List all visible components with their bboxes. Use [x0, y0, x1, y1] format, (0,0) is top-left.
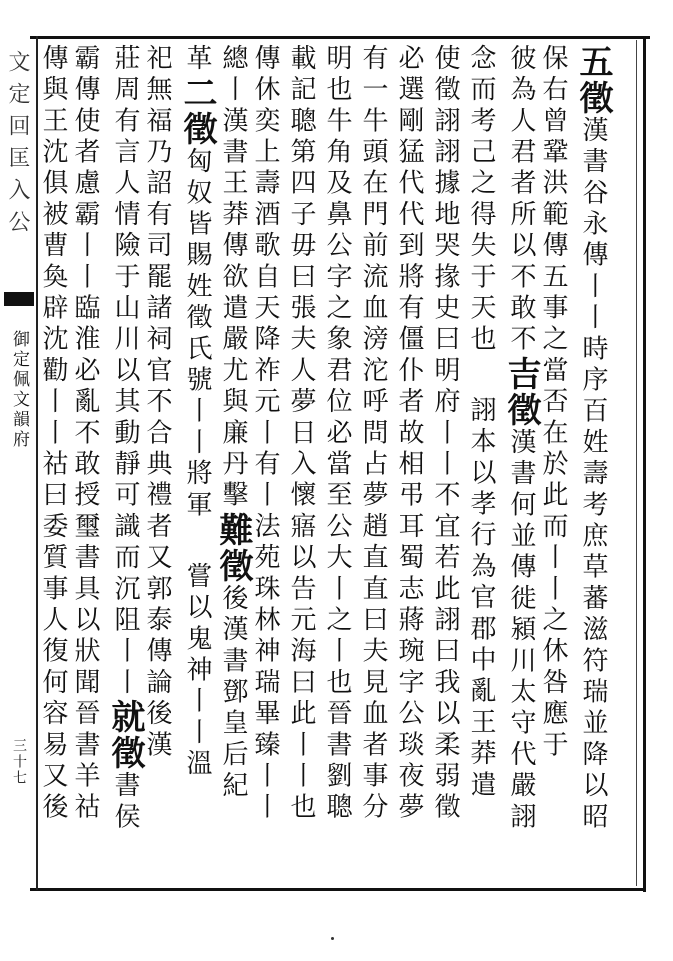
- text-column-9: [288, 44, 314, 824]
- column-text: 莊周有言人情險于山川以其動靜可識而沉阻丨丨: [110, 44, 140, 700]
- column-text: 漢書谷永傳丨丨時序百姓壽考庶草蕃滋符瑞並降以昭: [578, 116, 608, 834]
- column-text: 必選剛猛代代到將有僵仆者故相弔耳蜀志蔣琬字公琰夜夢: [394, 44, 424, 824]
- column-text: 後漢書鄧皇后紀: [218, 584, 248, 803]
- frame-top-border: [30, 36, 650, 39]
- text-column-7: [360, 44, 386, 824]
- column-text: 漢書何並傳徙潁川太守代嚴詡: [506, 428, 536, 834]
- text-column-6: [396, 44, 422, 824]
- text-column-5: [432, 44, 458, 824]
- margin-title: 文定回匡入公: [5, 50, 30, 242]
- column-text: 明也牛角及鼻公字之象君位必當至公大丨之丨也晉書劉聰: [322, 44, 352, 824]
- text-column-12: [177, 44, 217, 781]
- entry-heading: 五徵: [573, 44, 613, 116]
- margin-page-number: 三十七: [11, 738, 27, 786]
- column-text: 書侯: [110, 771, 140, 834]
- text-column-11: [213, 44, 253, 803]
- column-text: 彼為人君者所以不敢不: [506, 44, 536, 356]
- column-text: 使徵詡詡據地哭掾史曰明府丨丨不宜若此詡曰我以柔弱徵: [430, 44, 460, 824]
- column-text: 載記聰第四子毋曰張夫人夢日入懷寤以告元海曰此丨丨也: [286, 44, 316, 824]
- frame-bottom-border: [30, 888, 646, 891]
- text-column-2: [540, 44, 566, 762]
- entry-heading: 就徵: [105, 699, 145, 772]
- column-text: 有一牛頭在門前流血滂沱呼問占夢趙直直曰夫見血者事分: [358, 44, 388, 824]
- text-column-1: [573, 44, 613, 834]
- ink-speck: [331, 937, 334, 940]
- column-text: 革: [182, 44, 212, 76]
- text-column-10: [252, 44, 278, 824]
- text-column-14: [105, 44, 145, 834]
- column-text: 祀無福乃詔有司罷諸祠官不合典禮者又郭泰傳論: [142, 44, 172, 700]
- column-text: 詡本以孝行為官郡中亂王莽遣: [466, 396, 496, 802]
- column-text: 傳休奕上壽酒歌自天降祚元丨有丨法苑珠林神瑞畢臻丨丨: [250, 44, 280, 824]
- frame-inner-border: [636, 40, 637, 886]
- column-text: 保右曾鞏洪範傳五事之當否在於此而丨丨之休咎應于: [538, 44, 568, 762]
- column-text: 嘗以鬼神丨丨溫: [182, 561, 212, 781]
- text-column-15: [72, 44, 98, 824]
- entry-heading: 吉徵: [501, 356, 541, 428]
- margin-fishtail-mark: [4, 292, 34, 306]
- column-text: 念而考己之得失于天也: [466, 44, 496, 356]
- text-column-16: [40, 44, 66, 824]
- text-column-3: [501, 44, 541, 834]
- column-text: 霸傳使者慮霸丨丨臨淮必亂不敢授璽書具以狀聞晉書羊祜: [70, 44, 100, 824]
- column-text: 匈奴皆賜姓徵氏號丨丨將軍: [182, 147, 212, 522]
- frame-right-border: [643, 36, 646, 892]
- text-column-4: [468, 44, 494, 802]
- column-text: 總丨漢書王莽傳欲遣嚴尤與廉丹擊: [218, 44, 248, 512]
- entry-heading: 二徵: [177, 75, 217, 148]
- column-text: 後漢: [142, 699, 172, 762]
- text-column-8: [324, 44, 350, 824]
- entry-heading: 難徵: [213, 512, 253, 584]
- text-column-13: [144, 44, 170, 762]
- margin-book-title: 御定佩文韻府: [9, 330, 29, 450]
- column-text: 傳與王沈俱被曹奐辟沈勸丨丨祜曰委質事人復何容易又後: [38, 44, 68, 824]
